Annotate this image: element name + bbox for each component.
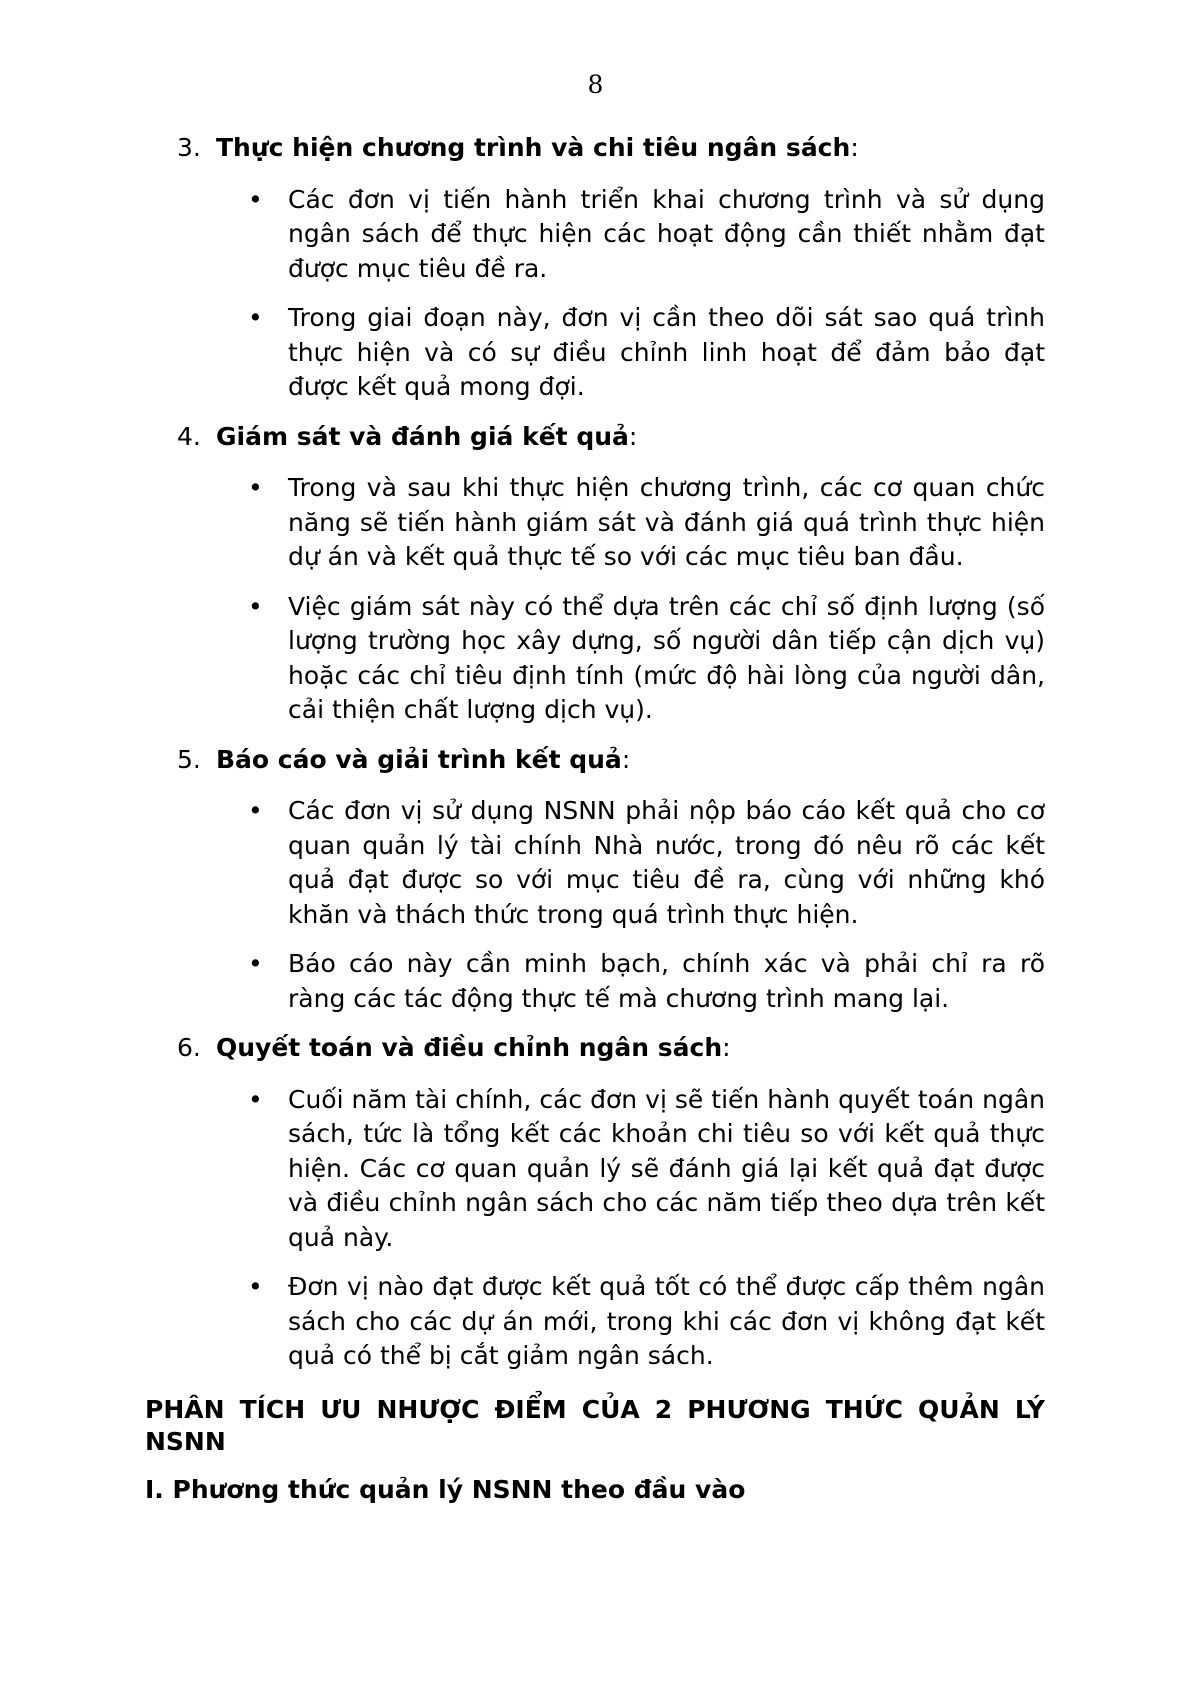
bullet-icon: • [248,949,263,978]
bullet-text: Đơn vị nào đạt được kết quả tốt có thể được cấp thêm ngân sách cho các dự án mới, trong khi các đơn vị không đạt kết quả có thể bị cắt giảm ngân sách. [288,1272,1045,1370]
list-item [145,1083,1045,1256]
list-item [145,794,1045,932]
section-heading [145,1031,1045,1066]
document-body [145,131,1045,1507]
section-3 [145,131,1045,405]
bullet-text: Việc giám sát này có thể dựa trên các chỉ số định lượng (số lượng trường học xây dựng, số người dân tiếp cận dịch vụ) hoặc các chỉ tiêu định tính (mức độ hài lòng của người dân, cải thiện chất lượng dịch vụ). [288,591,1045,724]
list-item [145,471,1045,575]
bullet-list [145,1083,1045,1374]
bullet-list [145,471,1045,728]
list-item [145,301,1045,405]
section-number: 6. [177,1033,201,1062]
bullet-list [145,183,1045,405]
list-item [145,183,1045,287]
section-title: Quyết toán và điều chỉnh ngân sách [216,1033,723,1062]
section-title: Thực hiện chương trình và chi tiêu ngân sách [216,133,851,162]
page-number: 8 [587,70,604,99]
bullet-icon: • [248,184,263,214]
section-number: 5. [177,744,201,774]
bullet-icon: • [248,1272,263,1301]
bullet-text: Trong giai đoạn này, đơn vị cần theo dõi sát sao quá trình thực hiện và có sự điều chỉnh linh hoạt để đảm bảo đạt được kết quả mong đợi. [288,303,1045,401]
section-6 [145,1031,1045,1374]
section-title-suffix: : [850,133,859,162]
section-title-suffix: : [628,421,638,451]
section-title-suffix: : [621,744,631,774]
bullet-text: Các đơn vị tiến hành triển khai chương trình và sử dụng ngân sách để thực hiện các hoạt động cần thiết nhằm đạt được mục tiêu đề ra. [288,184,1045,283]
subsection-heading: I. Phương thức quản lý NSNN theo đầu vào [145,1474,746,1504]
bullet-icon: • [248,591,263,621]
section-title: Báo cáo và giải trình kết quả [216,744,622,774]
section-title-suffix: : [722,1033,731,1062]
bullet-list [145,794,1045,1016]
bullet-icon: • [248,473,263,502]
section-heading [145,743,1045,778]
bullet-icon: • [248,1084,263,1114]
section-number: 3. [177,133,201,162]
section-heading [145,420,1045,455]
section-number: 4. [177,421,201,451]
bullet-text: Cuối năm tài chính, các đơn vị sẽ tiến hành quyết toán ngân sách, tức là tổng kết các khoản chi tiêu so với kết quả thực hiện. Các cơ quan quản lý sẽ đánh giá lại kết quả đạt được và điều chỉnh ngân sách cho các năm tiếp theo dựa trên kết quả này. [288,1084,1045,1252]
bullet-icon: • [248,796,263,825]
bullet-text: Trong và sau khi thực hiện chương trình, các cơ quan chức năng sẽ tiến hành giám sát và đánh giá quá trình thực hiện dự án và kết quả thực tế so với các mục tiêu ban đầu. [288,473,1045,571]
analysis-heading: PHÂN TÍCH ƯU NHƯỢC ĐIỂM CỦA 2 PHƯƠNG THỨC QUẢN LÝ NSNN [145,1394,1045,1456]
list-item [145,590,1045,728]
section-5 [145,743,1045,1017]
list-item [145,947,1045,1016]
list-item [145,1270,1045,1374]
section-title: Giám sát và đánh giá kết quả [216,421,629,451]
bullet-icon: • [248,303,263,332]
section-4 [145,420,1045,728]
bullet-text: Báo cáo này cần minh bạch, chính xác và phải chỉ ra rõ ràng các tác động thực tế mà chương trình mang lại. [288,949,1045,1013]
section-heading [145,131,1045,166]
bullet-text: Các đơn vị sử dụng NSNN phải nộp báo cáo kết quả cho cơ quan quản lý tài chính Nhà nước, trong đó nêu rõ các kết quả đạt được so với mục tiêu đề ra, cùng với những khó khăn và thách thức trong quá trình thực hiện. [288,796,1045,929]
